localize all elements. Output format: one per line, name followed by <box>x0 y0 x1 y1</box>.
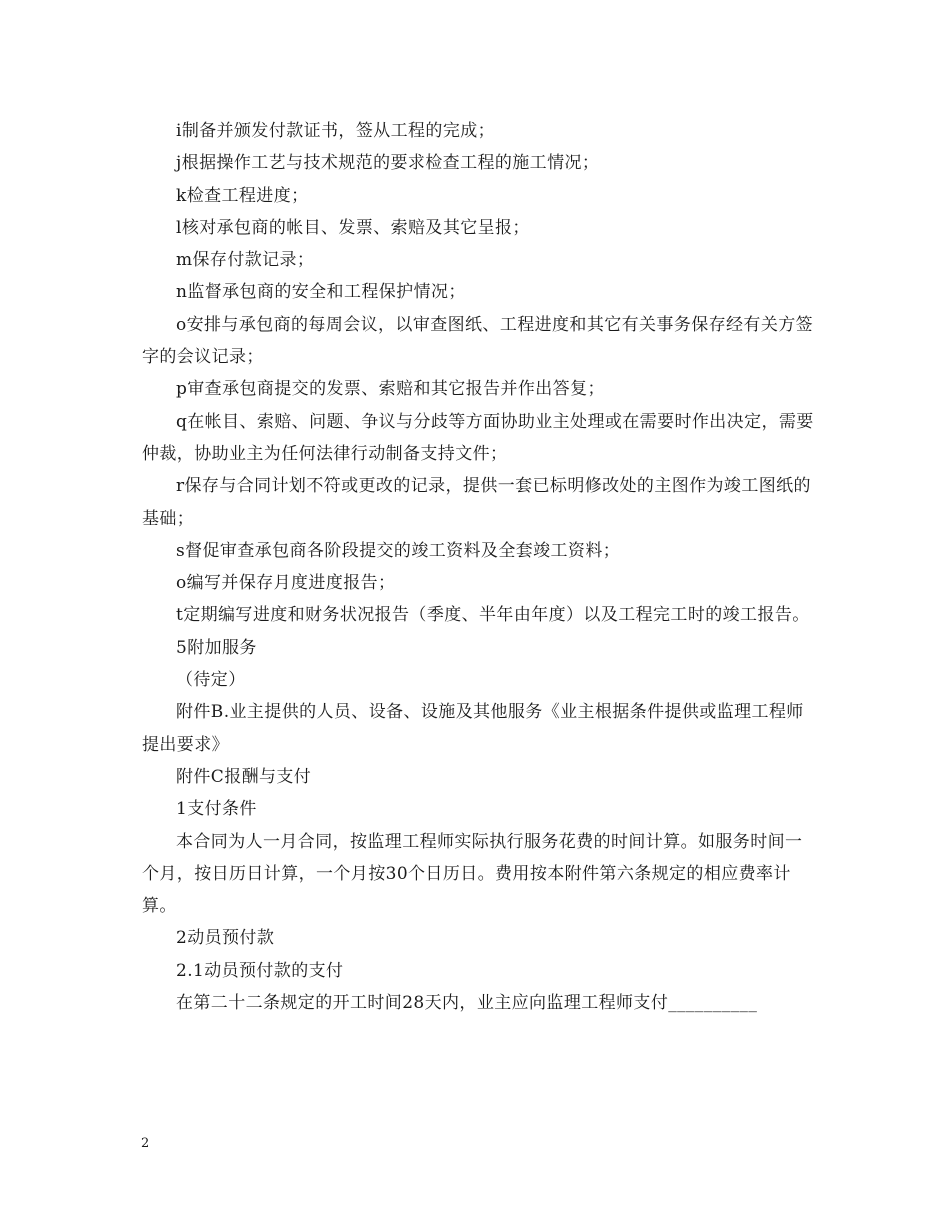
section-heading-additional-services: 5附加服务 <box>176 637 257 658</box>
paragraph-tbd: （待定） <box>176 670 246 691</box>
paragraph-item-q: q在帐目、索赔、问题、争议与分歧等方面协助业主处理或在需要时作出决定，需要仲裁，协助业主为任何法律行动制备支持文件； <box>142 411 814 464</box>
paragraph-item-p: p审查承包商提交的发票、索赔和其它报告并作出答复； <box>176 379 605 400</box>
page-number: 2 <box>141 1136 150 1151</box>
subsection-heading-advance-payment: 2.1动员预付款的支付 <box>176 960 344 981</box>
section-heading-payment-terms: 1支付条件 <box>176 799 257 820</box>
paragraph-item-s: s督促审查承包商各阶段提交的竣工资料及全套竣工资料； <box>176 540 621 561</box>
document-body <box>142 115 814 1019</box>
appendix-c-heading: 附件C报酬与支付 <box>176 766 312 787</box>
paragraph-item-k: k检查工程进度； <box>176 185 309 206</box>
paragraph-item-r: r保存与合同计划不符或更改的记录，提供一套已标明修改处的主图作为竣工图纸的基础； <box>142 476 811 529</box>
paragraph-item-i: i制备并颁发付款证书，签从工程的完成； <box>176 121 496 141</box>
appendix-b-heading: 附件B.业主提供的人员、设备、设施及其他服务《业主根据条件提供或监理工程师提出要求》 <box>142 702 804 755</box>
paragraph-item-m: m保存付款记录； <box>176 250 315 271</box>
paragraph-payment-terms-body: 本合同为人一月合同，按监理工程师实际执行服务花费的时间计算。如服务时间一个月，按日历日计算，一个月按30个日历日。费用按本附件第六条规定的相应费率计算。 <box>142 831 803 917</box>
paragraph-item-l: l核对承包商的帐目、发票、索赔及其它呈报； <box>176 217 530 238</box>
paragraph-item-n: n监督承包商的安全和工程保护情况； <box>176 282 466 303</box>
paragraph-item-t: t定期编写进度和财务状况报告（季度、半年由年度）以及工程完工时的竣工报告。 <box>176 605 810 626</box>
section-heading-mobilization-advance: 2动员预付款 <box>176 928 275 949</box>
paragraph-item-o: o安排与承包商的每周会议，以审查图纸、工程进度和其它有关事务保存经有关方签字的会议记录； <box>142 314 814 368</box>
paragraph-item-j: j根据操作工艺与技术规范的要求检查工程的施工情况； <box>176 153 600 174</box>
paragraph-advance-payment-body: 在第二十二条规定的开工时间28天内，业主应向监理工程师支付__________ <box>176 993 758 1014</box>
paragraph-item-o-monthly-report: o编写并保存月度进度报告； <box>176 573 396 594</box>
